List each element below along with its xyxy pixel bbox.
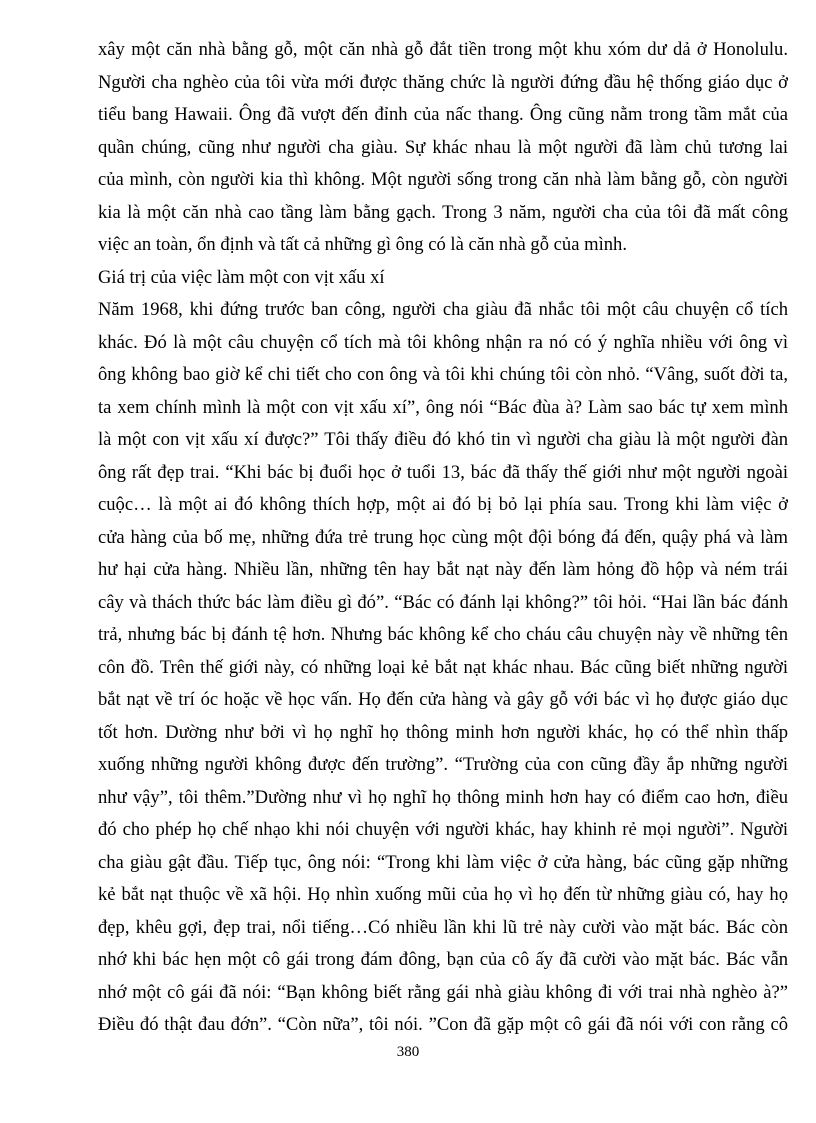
body-line: đẹp, khêu gợi, đẹp trai, nổi tiếng…Có nhiều lần khi lũ trẻ này cười vào mặt bác. Bác còn [98,916,788,938]
body-line: đó cho phép họ chế nhạo khi nói chuyện với người khác, hay khinh rẻ mọi người”. Người [98,819,788,840]
body-line: việc an toàn, ổn định và tất cả những gì ông có là căn nhà gỗ của mình. [98,234,627,255]
body-line: nhớ khi bác hẹn một cô gái trong đám đông, bạn của cô ấy đã cười vào mặt bác. Bác vẫn [98,949,788,970]
body-line: ông rất đẹp trai. “Khi bác bị đuổi học ở tuổi 13, bác đã thấy thế giới như một người ngoài [98,461,788,483]
body-line: cuộc… là một ai đó không thích hợp, một ai đó bị bỏ lại phía sau. Trong khi làm việc ở [98,494,788,515]
body-line: cây và thách thức bác làm điều gì đó”. “Bác có đánh lại không?” tôi hỏi. “Hai lần bác đánh [98,591,788,613]
body-line: như vậy”, tôi thêm.”Dường như vì họ nghĩ họ thông minh hơn hay có điểm cao hơn, điều [98,786,788,808]
body-line: ta xem chính mình là một con vịt xấu xí”, ông nói “Bác đùa à? Làm sao bác tự xem mình [98,396,788,418]
body-line: là một con vịt xấu xí được?” Tôi thấy điều đó khó tin vì người cha giàu là một người đàn [98,429,788,450]
body-line: trả, nhưng bác bị đánh tệ hơn. Nhưng bác không kể cho cháu câu chuyện này về những tên [98,624,788,645]
body-line: quần chúng, cũng như người cha giàu. Sự khác nhau là một người đã làm chủ tương lai [98,136,788,158]
body-line: ông không bao giờ kể chi tiết cho con ông và tôi khi chúng tôi còn nhỏ. “Vâng, suốt đời ta, [98,364,788,385]
body-line: Năm 1968, khi đứng trước ban công, người cha giàu đã nhắc tôi một câu chuyện cổ tích [98,299,788,320]
body-line: kẻ bắt nạt thuộc về xã hội. Họ nhìn xuống mũi của họ vì họ đến từ những giàu có, hay họ [98,884,788,905]
body-line: tốt hơn. Dường như bởi vì họ nghĩ họ thông minh hơn người khác, họ có thể nhìn thấp [98,721,788,743]
body-line: tiểu bang Hawaii. Ông đã vượt đến đỉnh của nấc thang. Ông cũng nằm trong tầm mắt của [98,104,788,125]
body-line: nhớ một cô gái đã nói: “Bạn không biết rằng gái nhà giàu không đi với trai nhà nghèo à?” [98,981,788,1003]
body-line: xây một căn nhà bằng gỗ, một căn nhà gỗ đắt tiền trong một khu xóm dư dả ở Honolulu. [98,39,788,60]
body-line: Người cha nghèo của tôi vừa mới được thăng chức là người đứng đầu hệ thống giáo dục ở [98,71,788,93]
body-line: hư hại cửa hàng. Nhiều lần, những tên hay bắt nạt này đến làm hỏng đồ hộp và ném trái [98,559,788,580]
body-line: côn đồ. Trên thế giới này, có những loại kẻ bắt nạt khác nhau. Bác cũng biết những người [98,656,788,678]
body-line: cửa hàng của bố mẹ, những đứa trẻ trung học cùng một đội bóng đá đến, quậy phá và làm [98,526,788,548]
body-line: khác. Đó là một câu chuyện cổ tích mà tôi không nhận ra nó có ý nghĩa nhiều với ông vì [98,331,788,353]
body-line: cha giàu gật đầu. Tiếp tục, ông nói: “Trong khi làm việc ở cửa hàng, bác cũng gặp những [98,851,788,873]
page-body [98,34,788,1042]
body-line: của mình, còn người kia thì không. Một người sống trong căn nhà làm bằng gỗ, còn người [98,169,788,190]
section-heading: Giá trị của việc làm một con vịt xấu xí [98,266,385,288]
body-line: bắt nạt về trí óc hoặc về học vấn. Họ đến cửa hàng và gây gỗ với bác vì họ được giáo dục [98,689,788,710]
page-number: 380 [396,1044,420,1060]
body-line: xuống những người không được đến trường”. “Trường của con cũng đầy ắp những người [98,754,788,775]
body-line: Điều đó thật đau đớn”. “Còn nữa”, tôi nói. ”Con đã gặp một cô gái đã nói với con rằng cô [98,1014,788,1035]
body-line: kia là một căn nhà cao tầng làm bằng gạch. Trong 3 năm, người cha của tôi đã mất công [98,201,788,223]
